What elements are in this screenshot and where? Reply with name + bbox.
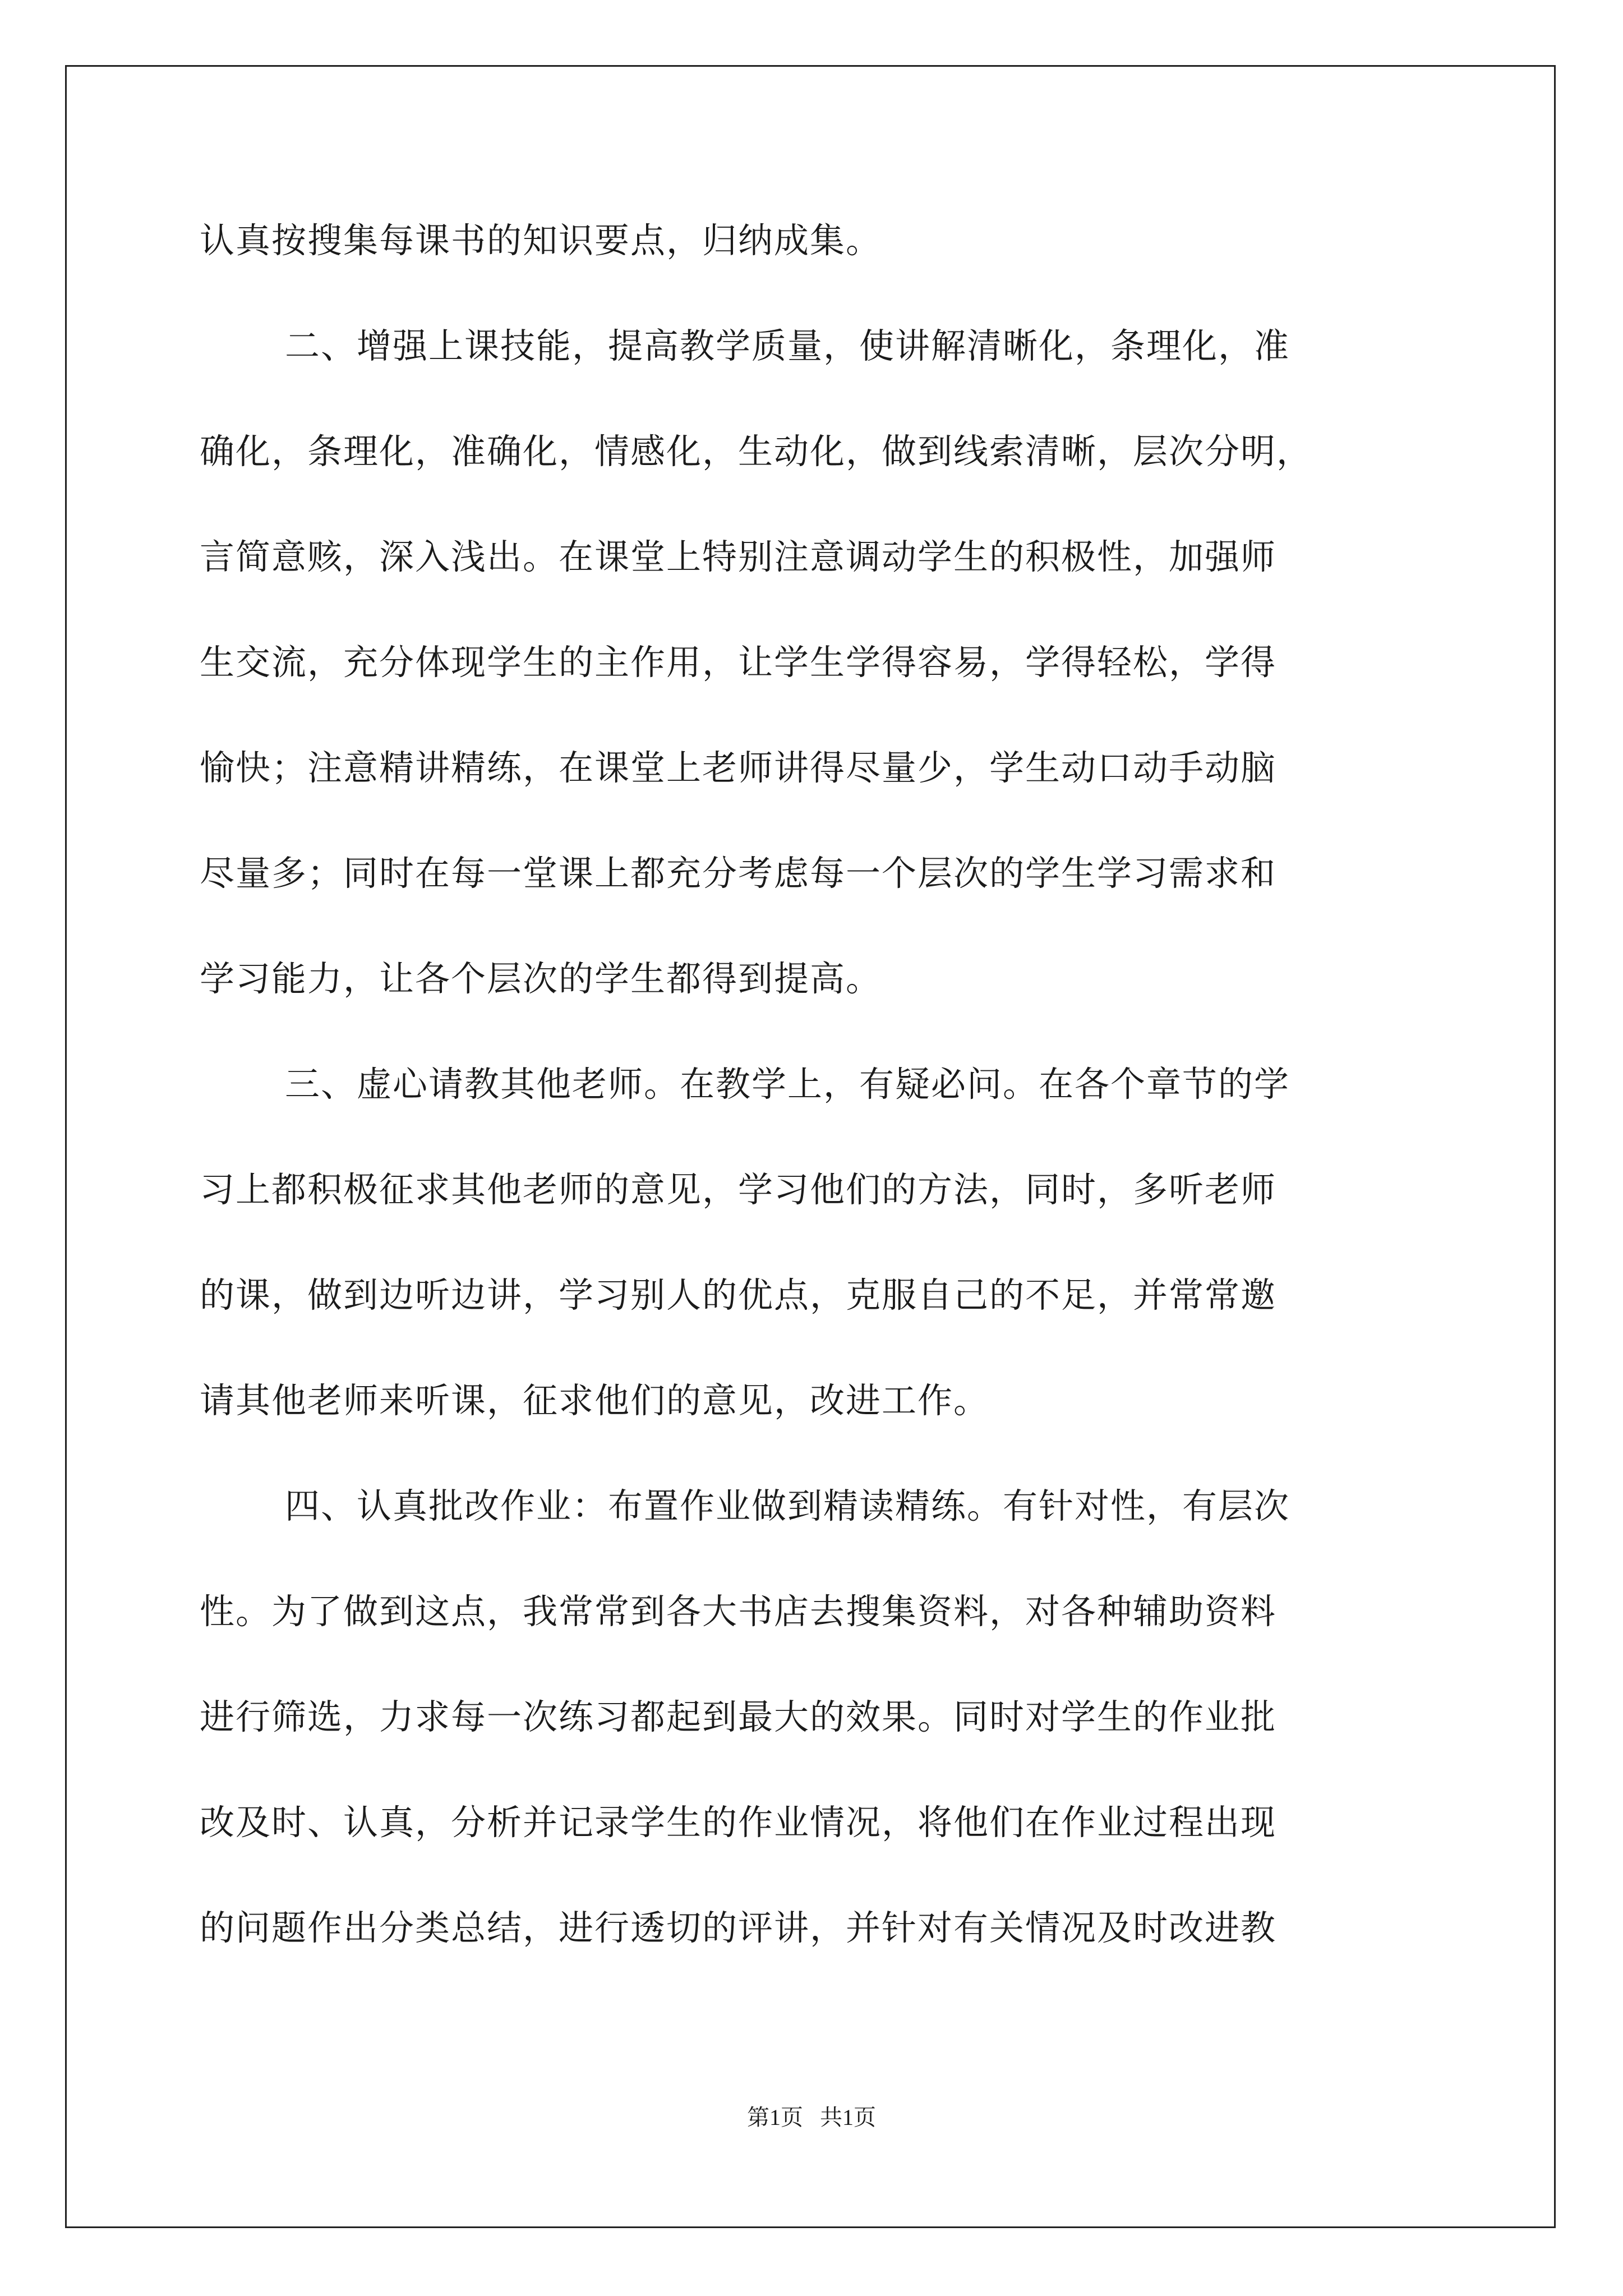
- text-line: 四、认真批改作业：布置作业做到精读精练。有针对性，有层次: [285, 1485, 1290, 1526]
- document-body: [200, 188, 1428, 1981]
- page-number: 第1页: [747, 2105, 803, 2130]
- text-line: 三、虚心请教其他老师。在教学上，有疑必问。在各个章节的学: [285, 1064, 1290, 1105]
- text-line: 学习能力，让各个层次的学生都得到提高。: [200, 958, 882, 999]
- text-line: 认真按搜集每课书的知识要点，归纳成集。: [200, 220, 882, 261]
- text-line: 愉快；注意精讲精练，在课堂上老师讲得尽量少，学生动口动手动脑: [200, 747, 1277, 788]
- text-line: 请其他老师来听课，征求他们的意见，改进工作。: [200, 1380, 990, 1421]
- text-line: 性。为了做到这点，我常常到各大书店去搜集资料，对各种辅助资料: [200, 1591, 1277, 1632]
- text-line: 改及时、认真，分析并记录学生的作业情况，将他们在作业过程出现: [200, 1802, 1277, 1843]
- text-line: 生交流，充分体现学生的主作用，让学生学得容易，学得轻松，学得: [200, 642, 1277, 683]
- text-line: 的课，做到边听边讲，学习别人的优点，克服自己的不足，并常常邀: [200, 1274, 1277, 1315]
- text-line: 确化，条理化，准确化，情感化，生动化，做到线索清晰，层次分明，: [200, 431, 1313, 472]
- page-count: 共1页: [820, 2105, 876, 2130]
- text-line: 习上都积极征求其他老师的意见，学习他们的方法，同时，多听老师: [200, 1169, 1277, 1210]
- text-line: 二、增强上课技能，提高教学质量，使讲解清晰化，条理化，准: [285, 325, 1290, 366]
- text-line: 言简意赅，深入浅出。在课堂上特别注意调动学生的积极性，加强师: [200, 536, 1277, 577]
- text-line: 尽量多；同时在每一堂课上都充分考虑每一个层次的学生学习需求和: [200, 853, 1277, 894]
- text-line: 进行筛选，力求每一次练习都起到最大的效果。同时对学生的作业批: [200, 1696, 1277, 1737]
- text-line: 的问题作出分类总结，进行透切的评讲，并针对有关情况及时改进教: [200, 1907, 1277, 1948]
- page-footer: [0, 2101, 1623, 2134]
